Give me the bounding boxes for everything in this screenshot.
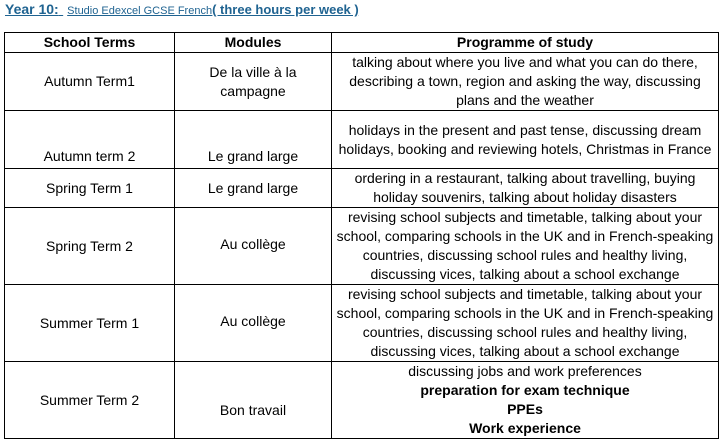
header-modules: Modules bbox=[175, 33, 332, 53]
module-cell: Le grand large bbox=[175, 111, 332, 169]
programme-cell: revising school subjects and timetable, talking about your school, comparing schools in the UK and in French-speaking countries, discussing school rules and healthy living, discussing vices, talking about a school exchange bbox=[332, 285, 719, 362]
module-cell: De la ville à la campagne bbox=[175, 53, 332, 111]
hours-per-week: ( three hours per week ) bbox=[212, 2, 359, 17]
programme-cell bbox=[332, 362, 719, 439]
table-row bbox=[5, 208, 719, 285]
term-cell: Summer Term 1 bbox=[5, 285, 175, 362]
table-row bbox=[5, 285, 719, 362]
programme-line-bold: PPEs bbox=[507, 401, 543, 417]
term-cell: Autumn Term1 bbox=[5, 53, 175, 111]
header-programme-of-study: Programme of study bbox=[332, 33, 719, 53]
module-cell: Le grand large bbox=[175, 169, 332, 208]
scheme-of-work-table bbox=[4, 32, 719, 439]
programme-cell: holidays in the present and past tense, discussing dream holidays, booking and reviewing hotels, Christmas in France bbox=[332, 111, 719, 169]
programme-cell: revising school subjects and timetable, talking about your school, comparing schools in the UK and in French-speaking countries, discussing school rules and healthy living, discussing vices, talking about a school exchange bbox=[332, 208, 719, 285]
module-cell: Au collège bbox=[175, 285, 332, 362]
table-row bbox=[5, 111, 719, 169]
table-row bbox=[5, 362, 719, 439]
programme-cell: ordering in a restaurant, talking about travelling, buying holiday souvenirs, talking about holiday disasters bbox=[332, 169, 719, 208]
programme-line-bold: preparation for exam technique bbox=[420, 382, 630, 398]
page-heading bbox=[5, 1, 359, 21]
table-header-row bbox=[5, 33, 719, 53]
term-cell: Spring Term 2 bbox=[5, 208, 175, 285]
term-cell: Spring Term 1 bbox=[5, 169, 175, 208]
programme-cell: talking about where you live and what you can do there, describing a town, region and asking the way, discussing plans and the weather bbox=[332, 53, 719, 111]
programme-line-bold: Work experience bbox=[469, 420, 581, 436]
module-cell: Au collège bbox=[175, 208, 332, 285]
year-label: Year 10: bbox=[5, 1, 59, 17]
table-row bbox=[5, 53, 719, 111]
term-cell: Autumn term 2 bbox=[5, 111, 175, 169]
course-title: Studio Edexcel GCSE French bbox=[67, 5, 213, 17]
term-cell: Summer Term 2 bbox=[5, 362, 175, 439]
module-cell: Bon travail bbox=[175, 362, 332, 439]
programme-line: discussing jobs and work preferences bbox=[408, 363, 642, 379]
table-row bbox=[5, 169, 719, 208]
header-school-terms: School Terms bbox=[5, 33, 175, 53]
